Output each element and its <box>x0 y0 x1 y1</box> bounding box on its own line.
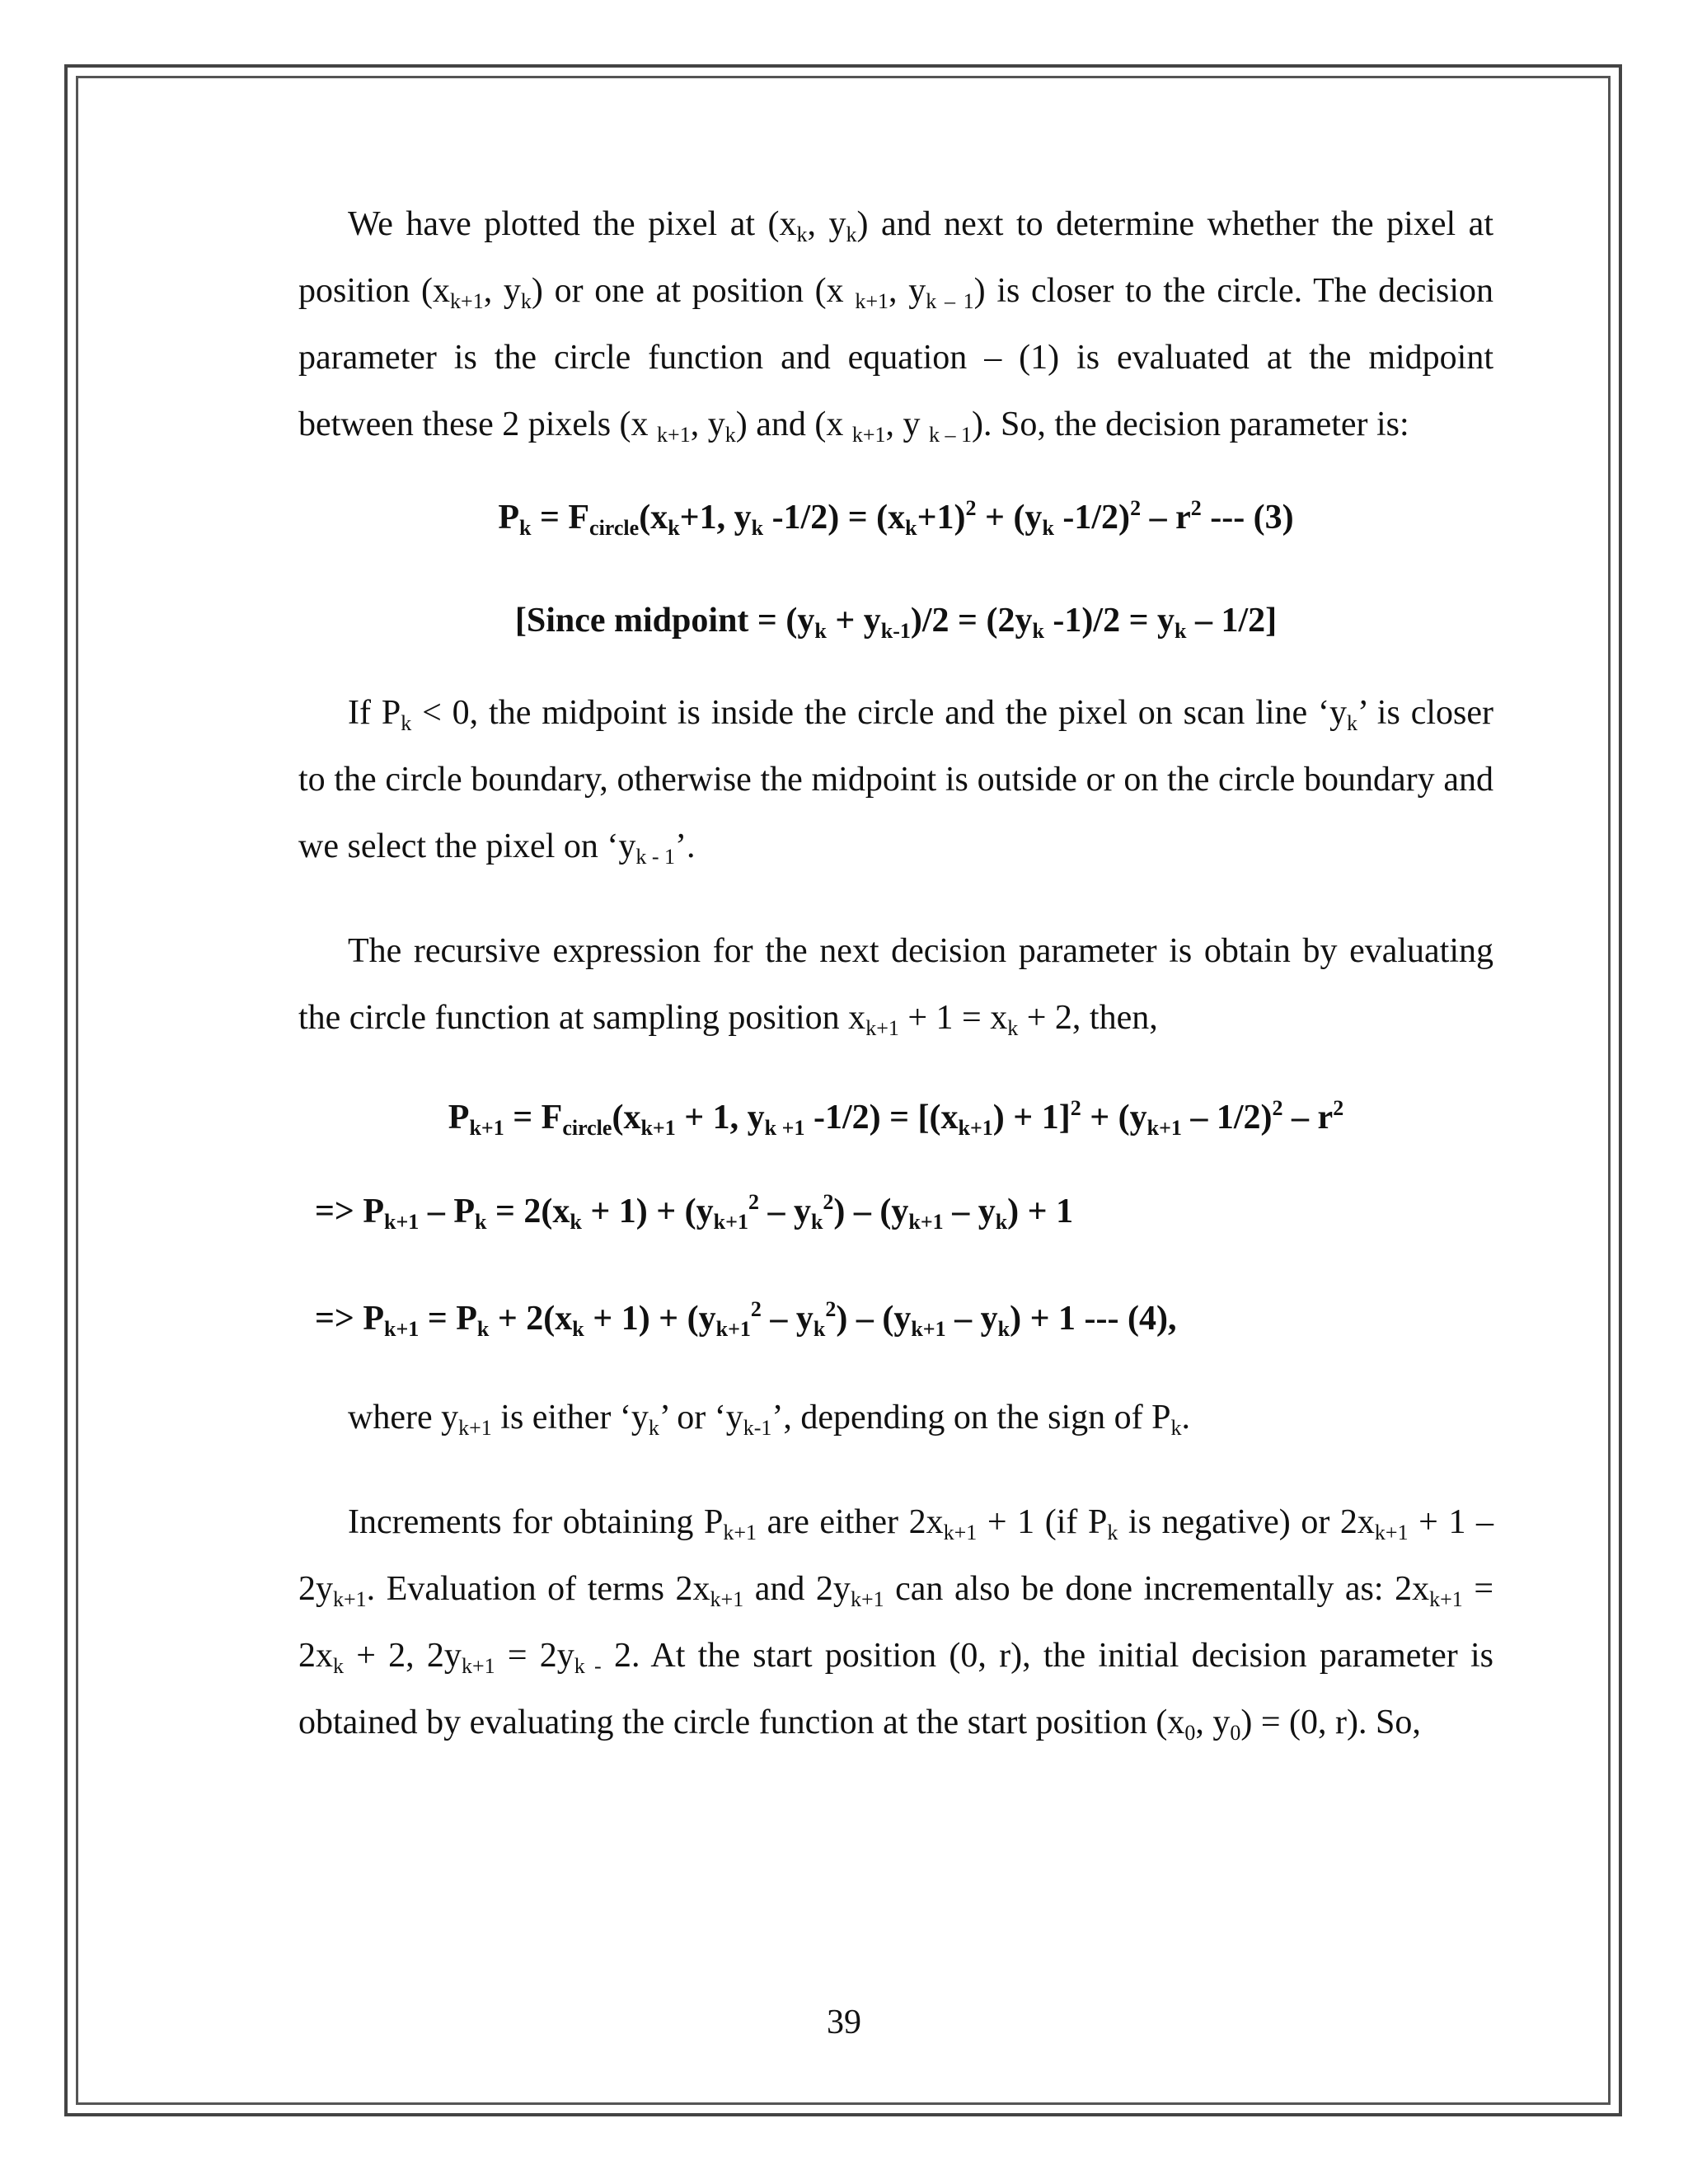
equation-difference: => $P_{k+1} - P_k = 2(x_k + 1) + (y_{k+1}^2 - y_k^2) - (y_{k+1} - y_k) + 1$ <box>315 1190 1074 1234</box>
page-number: 39 <box>827 2004 861 2041</box>
paragraph-yk1-choice: where $y_{k+1}$ is either ‘$y_k$’ or ‘$y_{k-1}$’, depending on the sign of $P_k$. <box>348 1399 1191 1440</box>
equation-since-midpoint: [Since midpoint = $(y_k + y_{k-1})/2 = (2y_k$ $-1)/2 = y_k - 1/2$] <box>514 602 1278 643</box>
paragraph-increments: Increments for obtaining $P_{k+1}$ are either $2x_{k+1} + 1$ (if $P_k$ is negative) or $2x_{k+1} + 1 - 2y_{k+1}$. Evaluation of terms $2x_{k+1}$ and $2y_{k+1}$ can also be done incrementally as: $2x_{k+1} = 2x_k + 2$, $2y_{k+1} = 2y_{k -}$ 2. At the start position (0, r), the initial decision parameter is obtained by evaluating the circle function at the start position ($x_0$, $y_0) = (0$, r). So, <box>298 1503 1494 1745</box>
equation-4: => $P_{k+1} = P_k + 2(x_k + 1) + (y_{k+1}^2 - y_k^2) - (y_{k+1} - y_k) + 1$ --- (4), <box>315 1297 1177 1341</box>
equation-pk1-definition: $P_{k+1} = F_{circle}(x_{k+1} + 1$, $y_{k +1}$ $-1/2) = [(x_{k+1}) + 1]^2 + (y_{k+1} - 1/2)^2 - r^2$ <box>448 1096 1344 1140</box>
equation-3: $P_k = F_{circle}(x_k+1$, $y_k$ $-1/2) = (x_k+1)^2 + (y_k$ $-1/2)^2 - r^2$ --- (3) <box>498 496 1294 540</box>
page-content <box>298 191 1493 1756</box>
paragraph-midpoint-intro: We have plotted the pixel at ($x_k$, $y_k$) and next to determine whether the pixel at position ($x_{k+1}$, $y_k$) or one at position (x $_{k+1}$, $y_{k - 1}$) is closer to the circle. The decision parameter is the circle function and equation – (1) is evaluated at the midpoint between these 2 pixels (x $_{k+1}$, $y_k$) and (x $_{k+1}$, y $_{k - 1}$). So, the decision parameter is: <box>298 205 1494 447</box>
paragraph-decision-rule: If $P_k < 0$, the midpoint is inside the circle and the pixel on scan line ‘$y_k$’ is closer to the circle boundary, otherwise the midpoint is outside or on the circle boundary and we select the pixel on ‘$y_{k - 1}$’. <box>298 694 1493 869</box>
paragraph-recursive-expression: The recursive expression for the next decision parameter is obtain by evaluating the circle function at sampling position $x_{k+1} + 1 = x_k + 2$, then, <box>298 932 1493 1040</box>
